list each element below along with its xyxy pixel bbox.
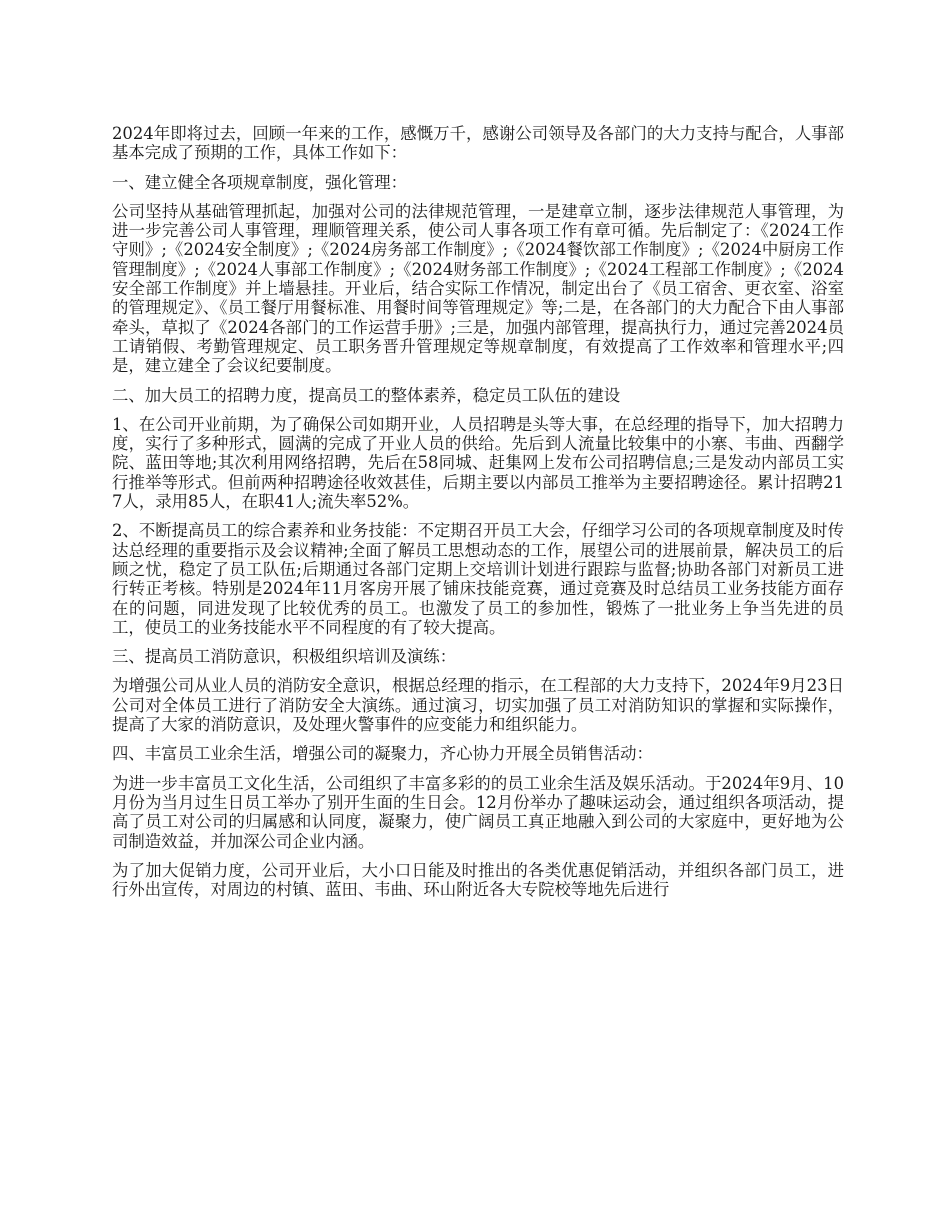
intro-paragraph: 2024年即将过去，回顾一年来的工作，感慨万千，感谢公司领导及各部门的大力支持与配合，人事部基本完成了预期的工作，具体工作如下： [112,124,844,163]
section-heading-3: 三、提高员工消防意识，积极组织培训及演练： [112,647,457,667]
section-4-paragraph-1: 为进一步丰富员工文化生活，公司组织了丰富多彩的的员工业余生活及娱乐活动。于2024年9月、10月份为当月过生日员工举办了别开生面的生日会。12月份举办了趣味运动会，通过组织各项活动，提高了员工对公司的归属感和认同度，凝聚力，使广阔员工真正地融入到公司的大家庭中，更好地为公司制造效益，并加深公司企业内涵。 [112,773,844,851]
section-3-paragraph: 为增强公司从业人员的消防安全意识，根据总经理的指示，在工程部的大力支持下，2024年9月23日公司对全体员工进行了消防安全大演练。通过演习，切实加强了员工对消防知识的掌握和实际操作，提高了大家的消防意识，及处理火警事件的应变能力和组织能力。 [112,676,844,735]
document-body [112,124,844,909]
section-heading-1: 一、建立健全各项规章制度，强化管理： [112,172,408,192]
section-heading-2: 二、加大员工的招聘力度，提高员工的整体素养，稳定员工队伍的建设 [112,385,621,405]
section-1-paragraph: 公司坚持从基础管理抓起，加强对公司的法律规范管理，一是建章立制，逐步法律规范人事管理，为进一步完善公司人事管理，理顺管理关系，使公司人事各项工作有章可循。先后制定了：《2024工作守则》;《2024安全制度》;《2024房务部工作制度》;《2024餐饮部工作制度》;《2024中厨房工作管理制度》;《2024人事部工作制度》;《2024财务部工作制度》;《2024工程部工作制度》;《2024安全部工作制度》并上墙悬挂。开业后，结合实际工作情况，制定出台了《员工宿舍、更衣室、浴室的管理规定》、《员工餐厅用餐标准、用餐时间等管理规定》等;二是，在各部门的大力配合下由人事部牵头，草拟了《2024各部门的工作运营手册》;三是，加强内部管理，提高执行力，通过完善2024员工请销假、考勤管理规定、员工职务晋升管理规定等规章制度，有效提高了工作效率和管理水平;四是，建立建全了会议纪要制度。 [112,201,844,376]
section-4-paragraph-2: 为了加大促销力度，公司开业后，大小口日能及时推出的各类优惠促销活动，并组织各部门员工，进行外出宣传，对周边的村镇、蓝田、韦曲、环山附近各大专院校等地先后进行 [112,860,844,900]
section-2-paragraph-2: 2、不断提高员工的综合素养和业务技能：不定期召开员工大会，仔细学习公司的各项规章制度及时传达总经理的重要指示及会议精神;全面了解员工思想动态的工作，展望公司的进展前景，解决员工的后顾之忧，稳定了员工队伍;后期通过各部门定期上交培训计划进行跟踪与监督;协助各部门对新员工进行转正考核。特别是2024年11月客房开展了铺床技能竞赛，通过竞赛及时总结员工业务技能方面存在的问题，同进发现了比较优秀的员工。也激发了员工的参加性，锻炼了一批业务上争当先进的员工，使员工的业务技能水平不同程度的有了较大提高。 [112,521,844,637]
section-heading-4: 四、丰富员工业余生活，增强公司的凝聚力，齐心协力开展全员销售活动： [112,744,653,764]
section-2-paragraph-1: 1、在公司开业前期，为了确保公司如期开业，人员招聘是头等大事，在总经理的指导下，加大招聘力度，实行了多种形式，圆满的完成了开业人员的供给。先后到人流量比较集中的小寨、韦曲、西翻学院、蓝田等地;其次利用网络招聘，先后在58同城、赶集网上发布公司招聘信息;三是发动内部员工实行推举等形式。但前两种招聘途径收效甚佳，后期主要以内部员工推举为主要招聘途径。累计招聘217人，录用85人，在职41人;流失率52%。 [112,414,844,512]
